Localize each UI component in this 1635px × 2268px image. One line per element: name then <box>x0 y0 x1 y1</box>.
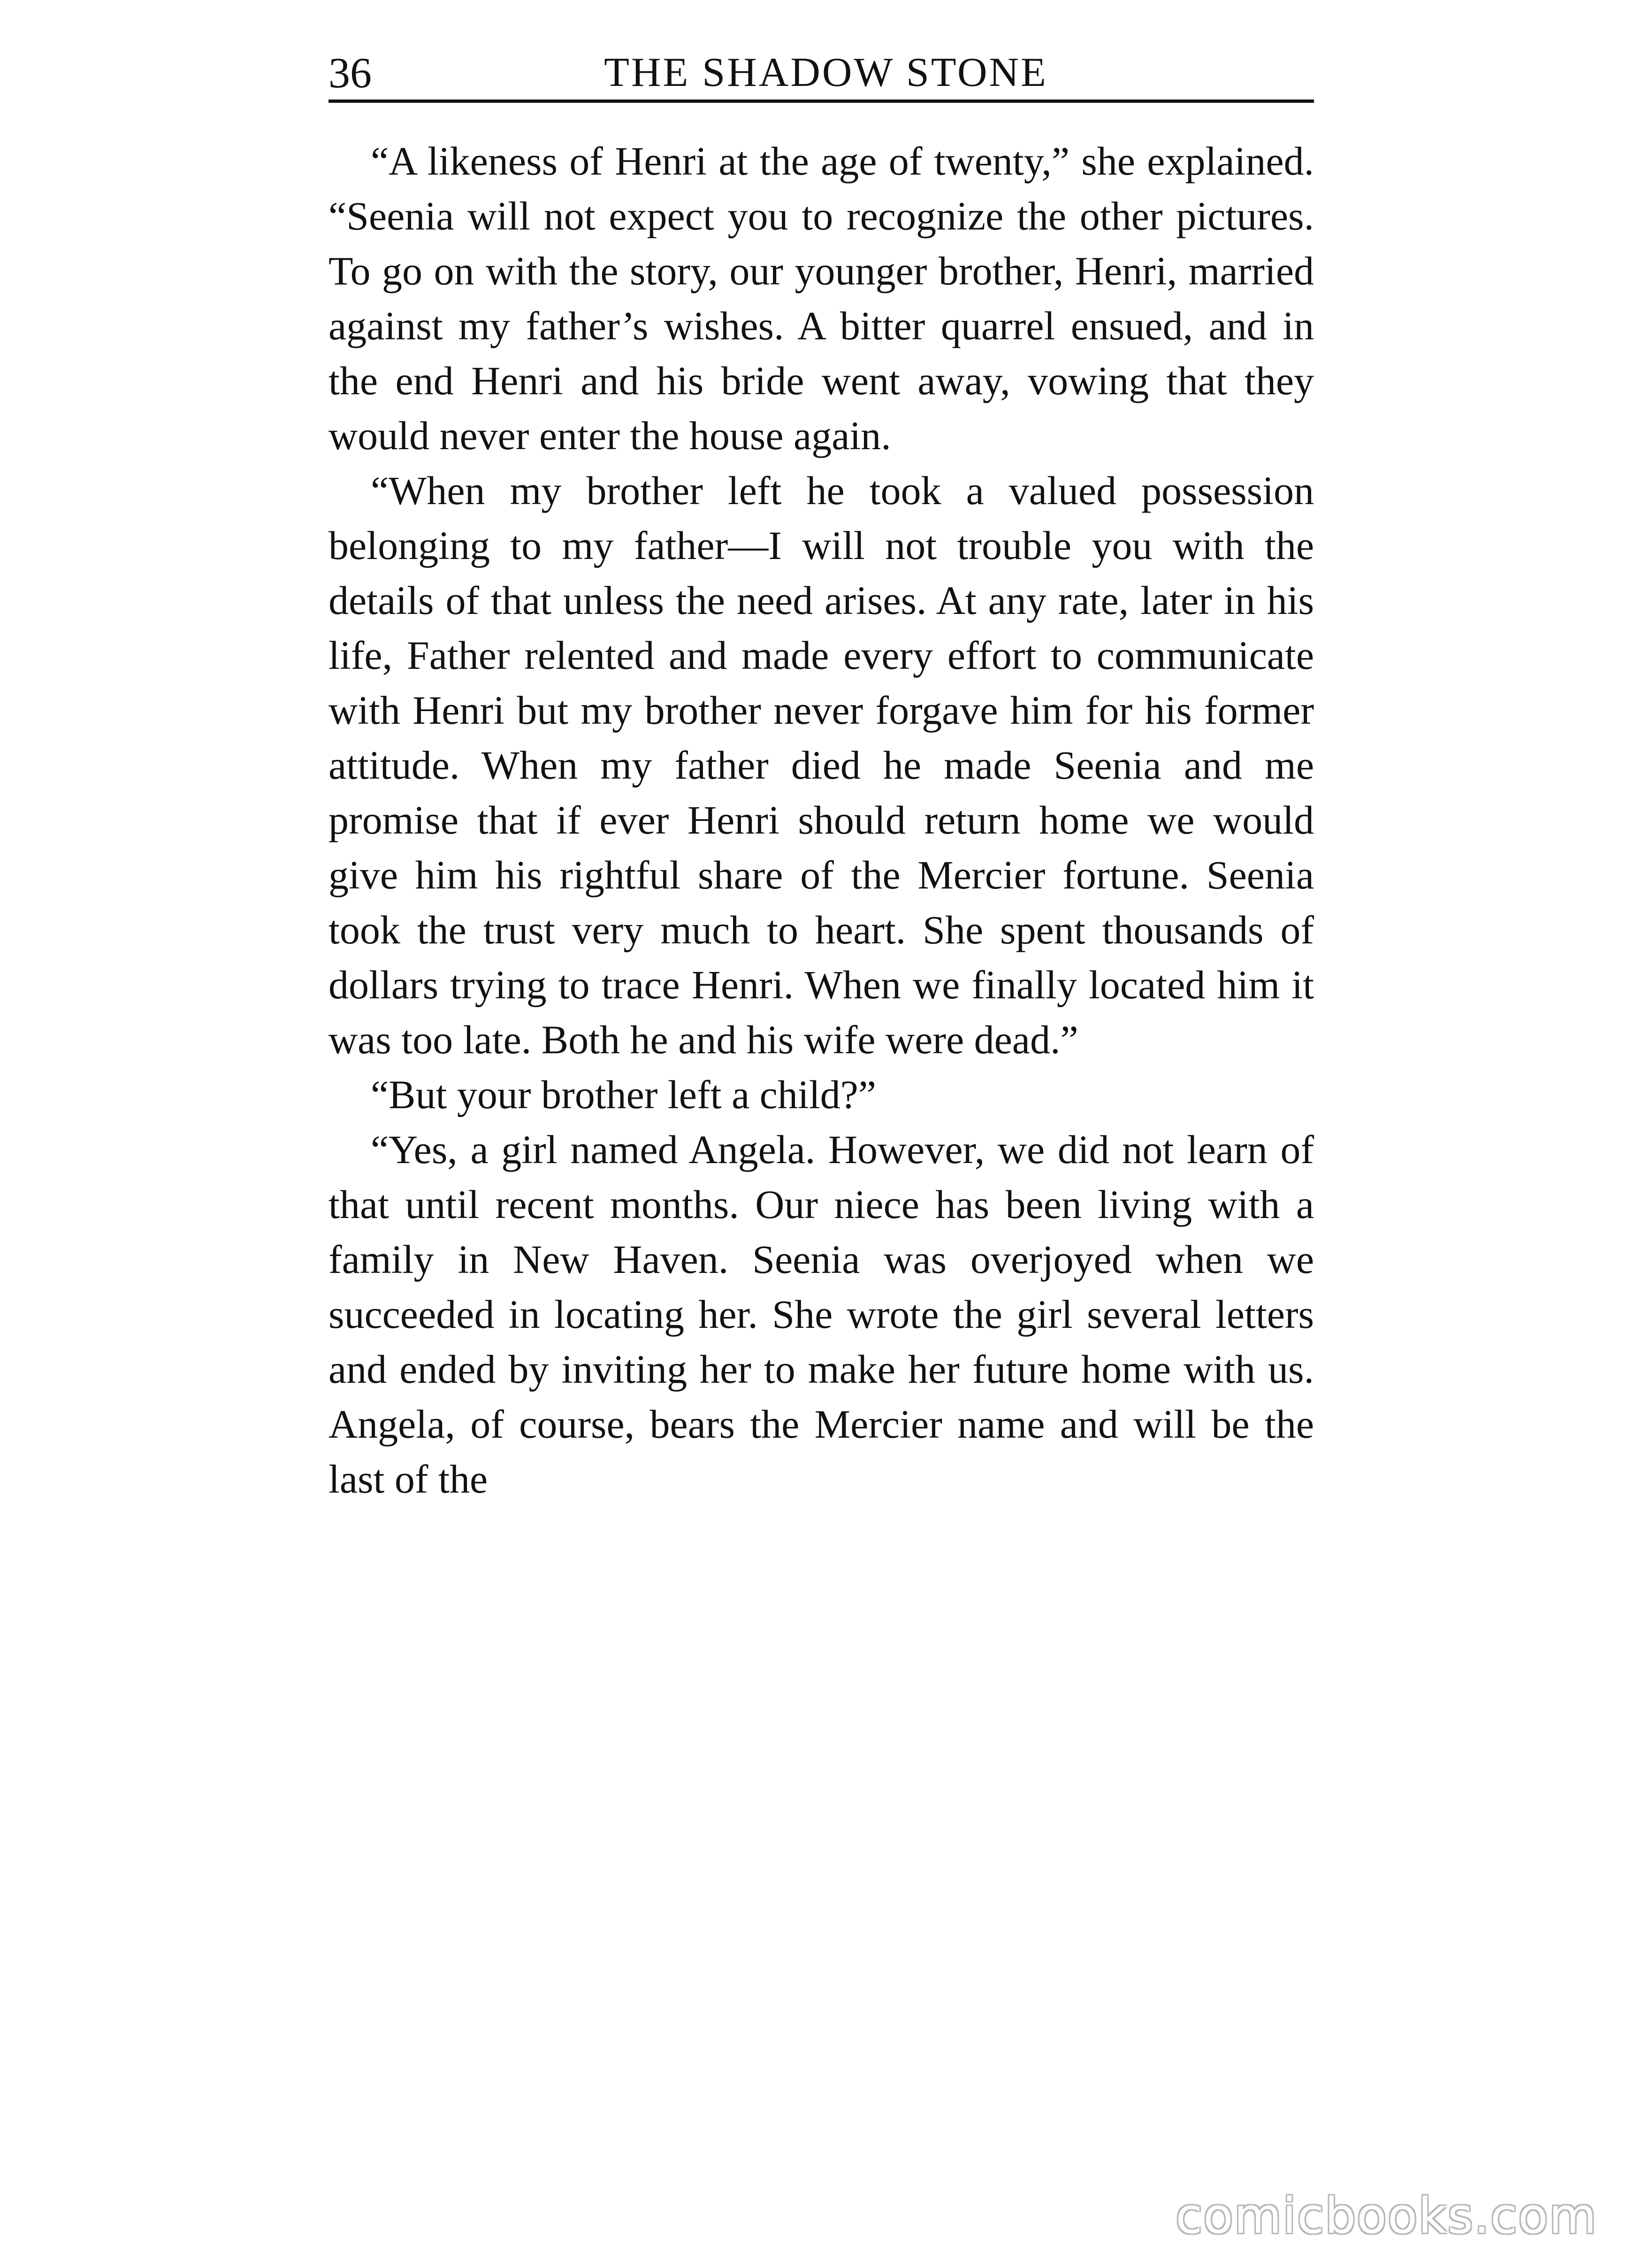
paragraph-4: “Yes, a girl named Angela. However, we did not learn of that until recent months. Our niece has been living with a family in New Haven. Seenia was overjoyed when we succeeded in locating her. She wrote the girl several letters and ended by inviting her to make her future home with us. Angela, of course, bears the Mercier name and will be the last of the <box>329 1127 1314 1502</box>
body-text <box>329 134 1314 1507</box>
running-title: THE SHADOW STONE <box>604 50 1048 95</box>
paragraph-3: “But your brother left a child?” <box>371 1072 876 1117</box>
paragraph-1: “A likeness of Henri at the age of twenty,” she explained. “Seenia will not expect you to recognize the other pictures. To go on with the story, our younger brother, Henri, married against my father’s wishes. A bitter quarrel ensued, and in the end Henri and his bride went away, vowing that they would never enter the house again. <box>329 138 1314 458</box>
page-number: 36 <box>329 49 372 97</box>
page-header <box>329 45 1314 101</box>
watermark: comicbooks.com <box>1175 2187 1597 2245</box>
paragraph-2: “When my brother left he took a valued possession belonging to my father—I will not trouble you with the details of that unless the need arises. At any rate, later in his life, Father relented and made every effort to communicate with Henri but my brother never forgave him for his former attitude. When my father died he made Seenia and me promise that if ever Henri should return home we would give him his rightful share of the Mercier fortune. Seenia took the trust very much to heart. She spent thousands of dollars trying to trace Henri. When we finally located him it was too late. Both he and his wife were dead.” <box>329 468 1314 1062</box>
header-rule <box>329 100 1314 103</box>
